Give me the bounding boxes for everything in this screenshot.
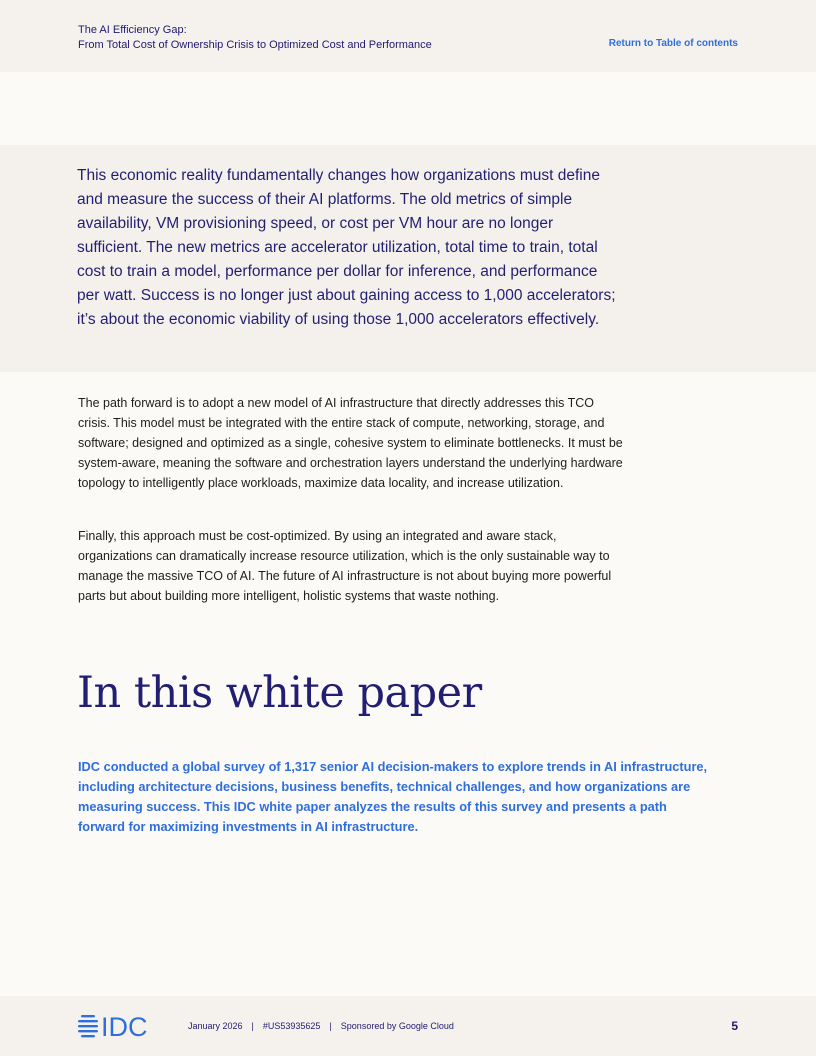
page-footer: [0, 996, 816, 1056]
document-title-line1: The AI Efficiency Gap:: [78, 24, 187, 36]
page-header: [0, 0, 816, 72]
return-to-toc-link[interactable]: Return to Table of contents: [608, 38, 738, 49]
document-id: #US53935625: [262, 1021, 321, 1031]
document-title: [78, 23, 432, 53]
body-paragraph-2: Finally, this approach must be cost-optimized. By using an integrated and aware stack, organizations can dramatically increase resource utilization, which is the only sustainable way to manage the massive TCO of AI. The future of AI infrastructure is not about buying more powerful parts but about building more intelligent, holistic systems that waste nothing.: [78, 529, 612, 603]
footer-meta: [188, 1021, 454, 1031]
publication-date: January 2026: [188, 1021, 243, 1031]
page-number: 5: [731, 1019, 738, 1033]
sponsor-text: Sponsored by Google Cloud: [340, 1021, 454, 1031]
callout-band: [0, 145, 816, 372]
section-summary: IDC conducted a global survey of 1,317 senior AI decision-makers to explore trends in AI infrastructure, including architecture decisions, business benefits, technical challenges, and how organizations are measuring success. This IDC white paper analyzes the results of this survey and presents a path forward for maximizing investments in AI infrastructure.: [78, 759, 708, 834]
section-heading: In this white paper: [77, 668, 482, 718]
body-paragraph-1: The path forward is to adopt a new model of AI infrastructure that directly addresses this TCO crisis. This model must be integrated with the entire stack of compute, networking, storage, and software; designed and optimized as a single, cohesive system to eliminate bottlenecks. It must be system-aware, meaning the software and orchestration layers understand the underlying hardware topology to intelligently place workloads, maximize data locality, and increase utilization.: [78, 396, 623, 490]
separator: |: [329, 1021, 332, 1031]
idc-logo: [78, 1012, 164, 1038]
idc-logo-text: IDC: [101, 1012, 148, 1038]
document-title-line2: From Total Cost of Ownership Crisis to Optimized Cost and Performance: [78, 39, 432, 51]
callout-text: This economic reality fundamentally changes how organizations must define and measure the success of their AI platforms. The old metrics of simple availability, VM provisioning speed, or cost per VM hour are no longer sufficient. The new metrics are accelerator utilization, total time to train, total cost to train a model, performance per dollar for inference, and performance per watt. Success is no longer just about gaining access to 1,000 accelerators; it’s about the economic viability of using those 1,000 accelerators effectively.: [77, 167, 616, 328]
separator: |: [251, 1021, 254, 1031]
